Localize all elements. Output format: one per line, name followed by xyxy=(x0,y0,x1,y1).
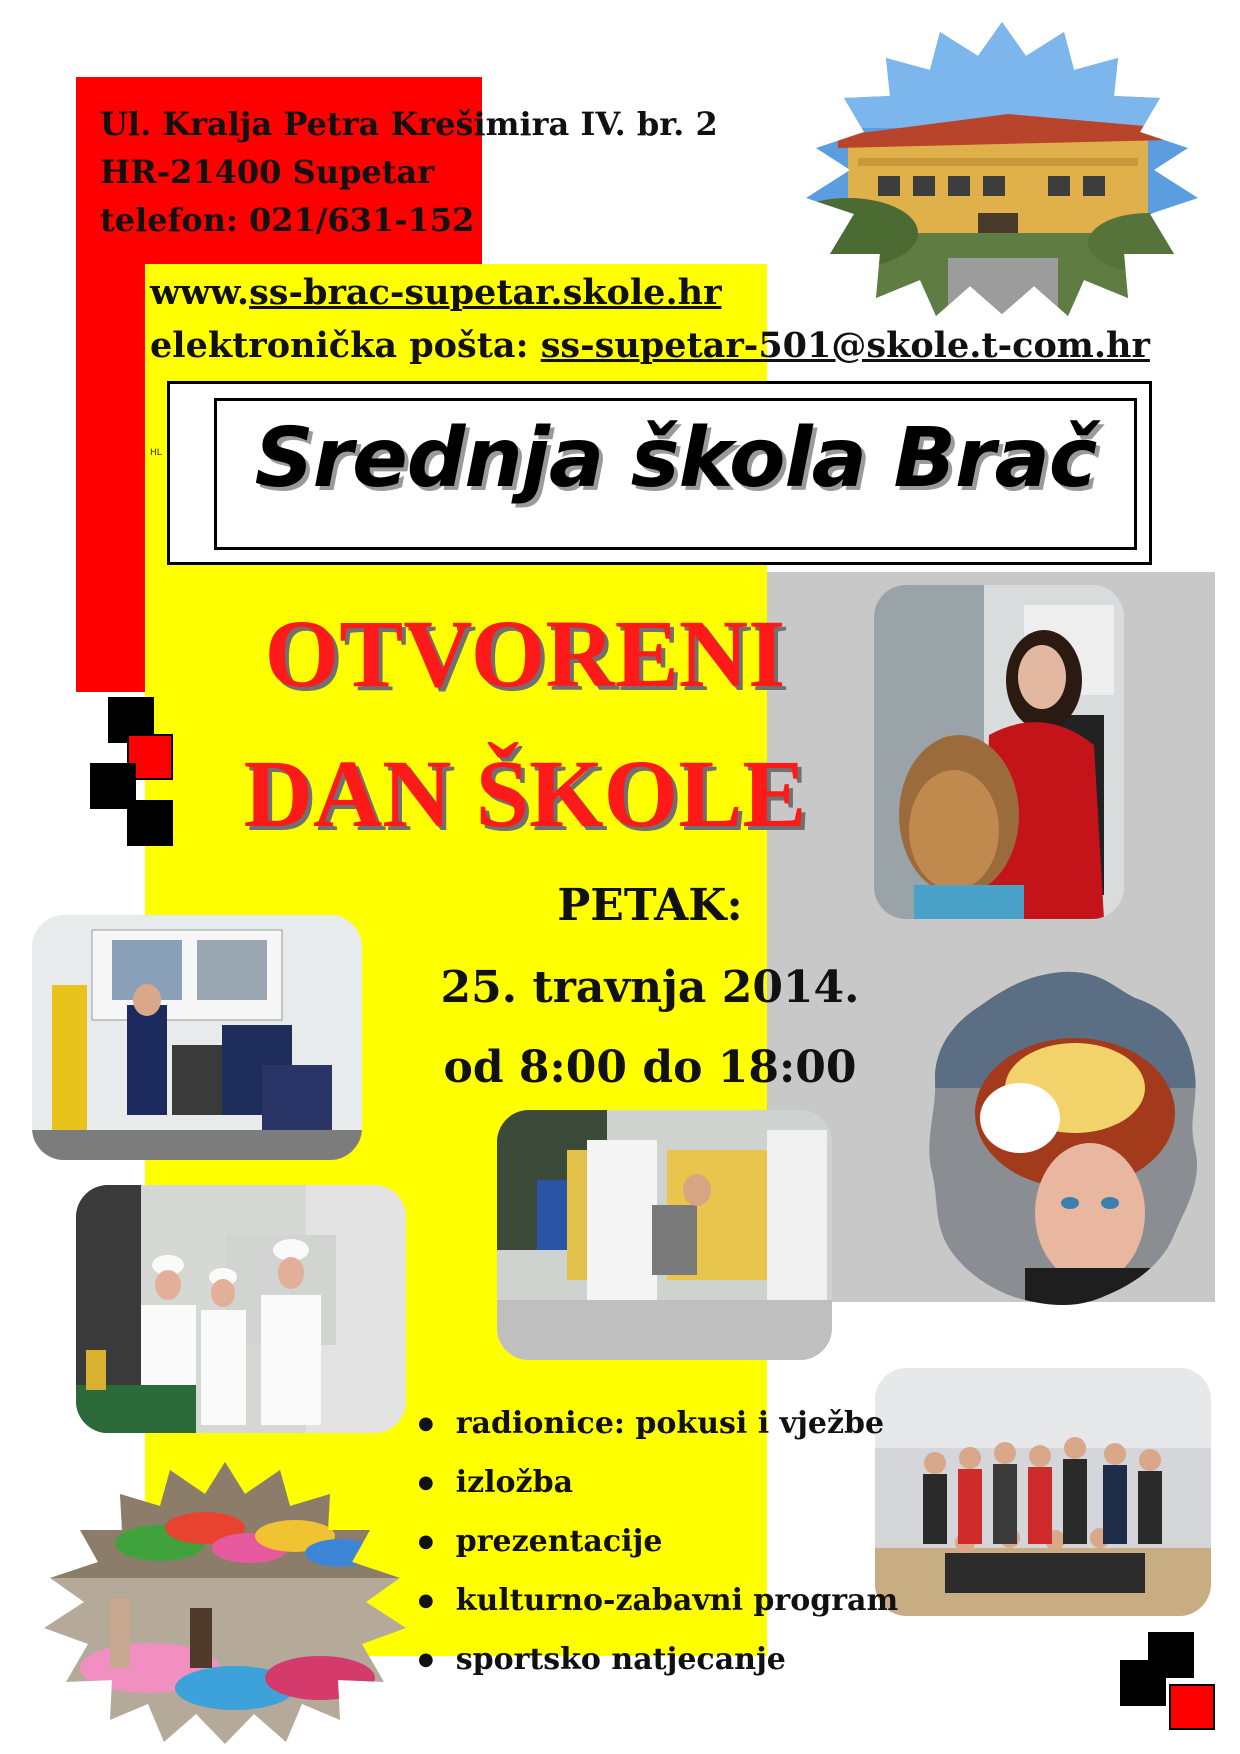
activity-label: kulturno-zabavni program xyxy=(455,1583,899,1618)
sports-team-photo xyxy=(875,1368,1211,1616)
mannequin-hairstyle-photo xyxy=(925,968,1203,1308)
electrical-workshop-photo xyxy=(497,1110,832,1360)
list-item xyxy=(418,1571,898,1630)
school-name-frame xyxy=(167,381,1152,565)
hairdresser-photo xyxy=(874,585,1124,919)
email-link[interactable]: ss-supetar-501@skole.t-com.hr xyxy=(540,325,1150,366)
list-item xyxy=(418,1512,898,1571)
bullet-icon: ● xyxy=(418,1590,434,1611)
activity-label: izložba xyxy=(455,1465,574,1500)
website-link[interactable]: ss-brac-supetar.skole.hr xyxy=(249,272,722,313)
bullet-icon: ● xyxy=(418,1531,434,1552)
website-prefix: www. xyxy=(150,272,250,313)
bullet-icon: ● xyxy=(418,1649,434,1670)
school-name-inner-frame xyxy=(214,398,1137,550)
bullet-icon: ● xyxy=(418,1413,434,1434)
engine-workshop-photo xyxy=(32,915,362,1160)
list-item xyxy=(418,1453,898,1512)
address-street: Ul. Kralja Petra Krešimira IV. br. 2 xyxy=(100,105,718,143)
event-day: PETAK: xyxy=(557,880,743,931)
email-label: elektronička pošta: xyxy=(150,325,541,366)
headline-line-2: DAN ŠKOLE xyxy=(243,740,807,847)
bullet-icon: ● xyxy=(418,1472,434,1493)
chefs-photo xyxy=(76,1185,406,1433)
activities-list xyxy=(418,1394,898,1689)
decorative-square-black xyxy=(127,800,173,846)
address-city: HR-21400 Supetar xyxy=(100,153,435,191)
decorative-square-black xyxy=(1120,1660,1166,1706)
school-building-photo xyxy=(788,18,1216,318)
school-name: Srednja škola Brač xyxy=(254,411,1097,506)
activity-label: prezentacije xyxy=(455,1524,663,1559)
activity-label: sportsko natjecanje xyxy=(455,1642,786,1677)
school-address xyxy=(100,100,718,244)
email-line xyxy=(150,319,1150,372)
list-item xyxy=(418,1394,898,1453)
event-date: 25. travnja 2014. xyxy=(440,962,860,1013)
activity-label: radionice: pokusi i vježbe xyxy=(455,1406,885,1441)
event-time: od 8:00 do 18:00 xyxy=(443,1042,857,1093)
list-item xyxy=(418,1630,898,1689)
headline-line-1: OTVORENI xyxy=(264,600,786,707)
decorative-square-red xyxy=(1169,1684,1215,1730)
umbrella-decoration-photo xyxy=(40,1458,410,1748)
hl-marker: HL xyxy=(150,448,162,458)
address-phone: telefon: 021/631-152 xyxy=(100,201,475,239)
